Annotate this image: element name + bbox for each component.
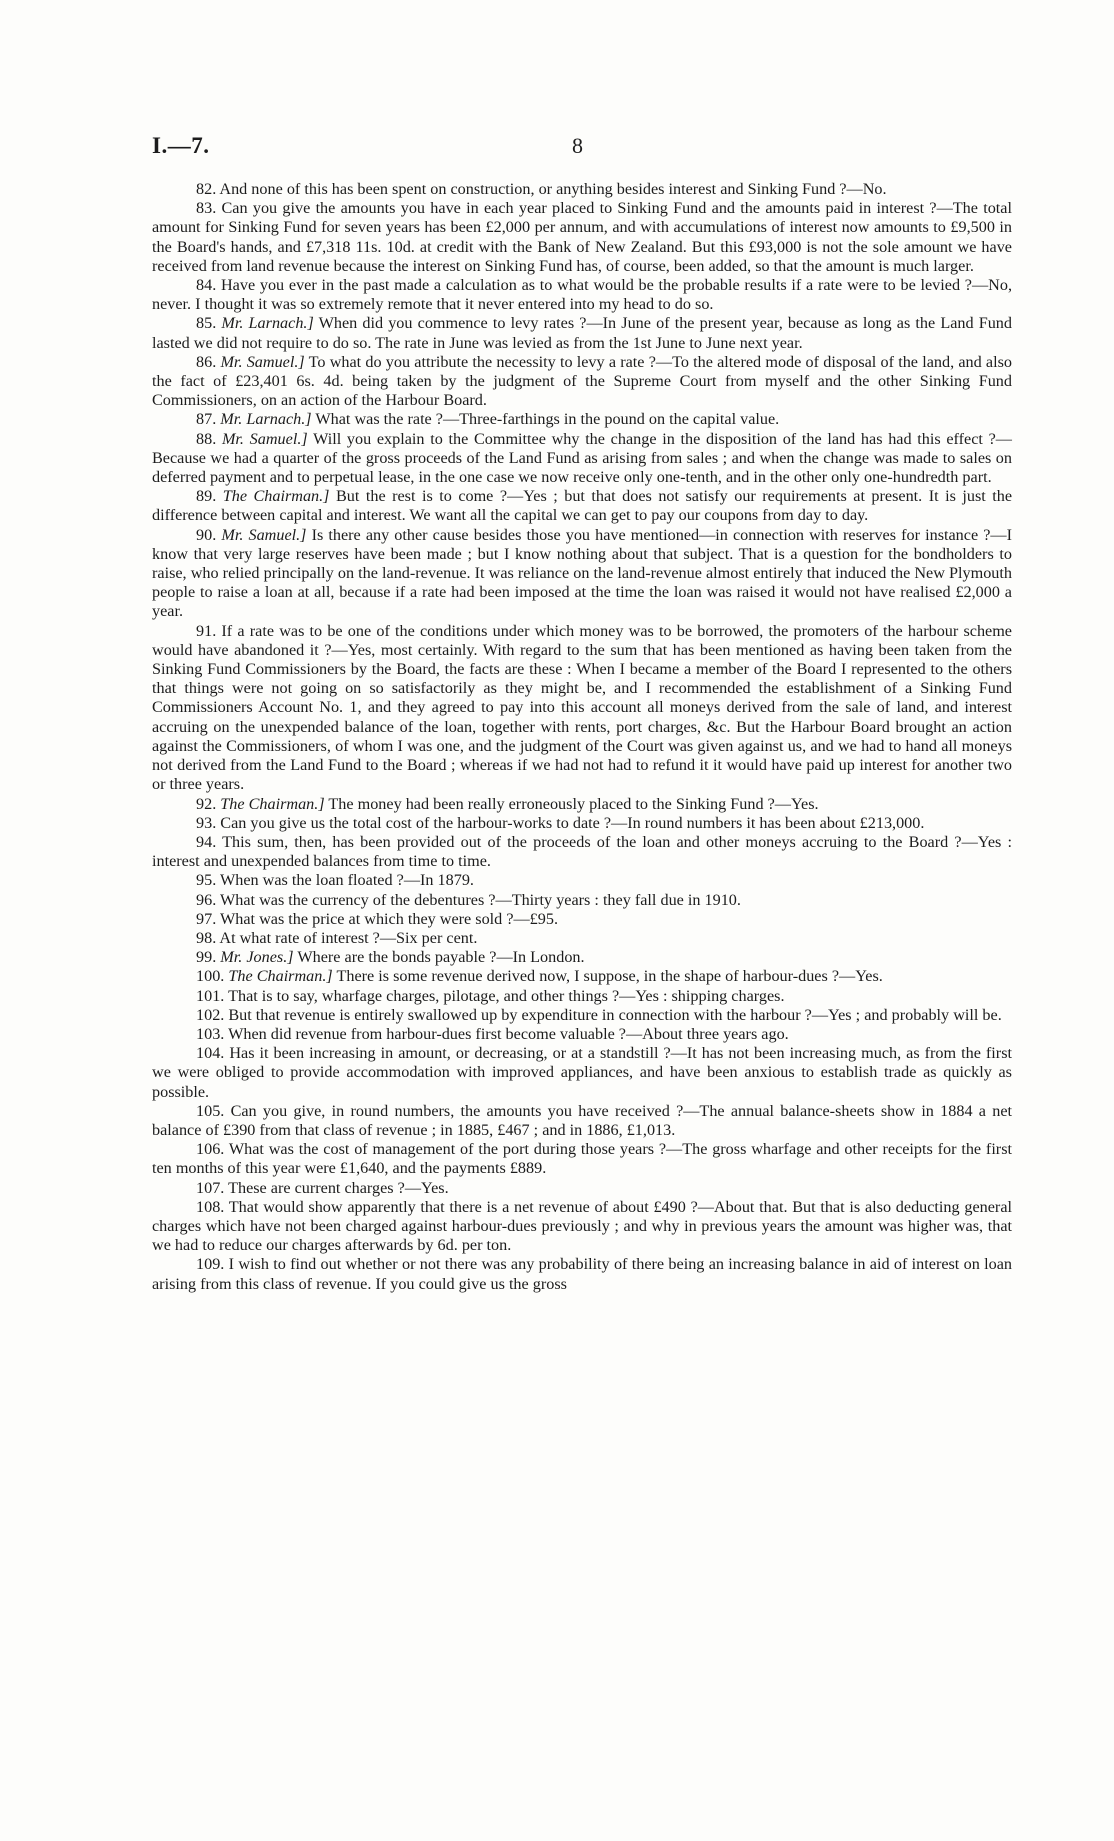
paragraph-text: Where are the bonds payable ?—In London.	[297, 948, 585, 967]
paragraph	[152, 1006, 1012, 1025]
paragraph	[152, 814, 1012, 833]
speaker-name: Mr. Larnach.]	[220, 410, 312, 429]
paragraph	[152, 199, 1012, 276]
speaker-name: Mr. Larnach.]	[221, 314, 314, 333]
question-number: 87.	[196, 410, 217, 429]
paragraph-text: 106. What was the cost of management of the port during those years ?—The gross wharfage and other receipts for the first ten months of this year were £1,640, and the payments £889.	[152, 1140, 1012, 1178]
paragraph-text: The money had been really erroneously placed to the Sinking Fund ?—Yes.	[328, 794, 819, 813]
paragraph	[152, 1255, 1012, 1293]
paragraph-text: 94. This sum, then, has been provided out of the proceeds of the loan and other moneys accruing to the Board ?—Yes : interest and unexpended balances from time to time.	[152, 832, 1012, 871]
paragraph	[152, 1044, 1012, 1102]
paragraph	[152, 833, 1012, 871]
question-number: 99.	[196, 948, 217, 967]
paragraph	[152, 795, 1012, 814]
paragraph	[152, 526, 1012, 622]
paragraph-text: 83. Can you give the amounts you have in each year placed to Sinking Fund and the amounts paid in interest ?—The total amount for Sinking Fund for seven years has been £2,000 per annum, and with accumulations of interest now amounts to £9,500 in the Board's hands, and £7,318 11s. 10d. at credit with the Bank of New Zealand. But this £93,000 is not the sole amount we have received from land revenue because the interest on Sinking Fund has, of course, been added, so that the amount is much larger.	[152, 199, 1012, 275]
question-number: 100.	[196, 967, 225, 986]
paragraph-text: Will you explain to the Committee why the change in the disposition of the land has had this effect ?—Because we had a quarter of the gross proceeds of the Land Fund as arising from sales ; and when the change was made to sales on deferred payment and to perpetual lease, in the one case we now receive only one-tenth, and in the other only one-hundredth part.	[152, 429, 1012, 487]
paragraph	[152, 967, 1012, 986]
paragraph	[152, 1140, 1012, 1178]
paragraph-text: What was the rate ?—Three-farthings in the pound on the capital value.	[315, 410, 780, 429]
paragraph	[152, 487, 1012, 525]
paragraph	[152, 987, 1012, 1006]
paragraph	[152, 410, 1012, 429]
paragraph-text: 82. And none of this has been spent on construction, or anything besides interest and Sinking Fund ?—No.	[196, 180, 887, 198]
document-reference: I.—7.	[152, 133, 210, 158]
paragraph	[152, 180, 1012, 199]
paragraph	[152, 353, 1012, 411]
paragraph-text: 105. Can you give, in round numbers, the amounts you have received ?—The annual balance-sheets show in 1884 a net balance of £390 from that class of revenue ; in 1885, £467 ; and in 1886, £1,013.	[152, 1101, 1012, 1139]
page-header	[152, 133, 1012, 163]
question-number: 85.	[196, 314, 217, 333]
paragraph-text: 95. When was the loan floated ?—In 1879.	[196, 871, 474, 890]
paragraph-text: 108. That would show apparently that there is a net revenue of about £490 ?—About that. But that is also deducting general charges which have not been charged against harbour-dues previously ; and why in previous years the amount was higher was, that we had to reduce our charges afterwards by 6d. per ton.	[152, 1197, 1012, 1255]
paragraph-text: 103. When did revenue from harbour-dues first become valuable ?—About three years ago.	[196, 1024, 789, 1043]
paragraph-text: 84. Have you ever in the past made a calculation as to what would be the probable results if a rate were to be levied ?—No, never. I thought it was so extremely remote that it never entered into my head to do so.	[152, 276, 1012, 314]
paragraph-text: 93. Can you give us the total cost of the harbour-works to date ?—In round numbers it has been about £213,000.	[196, 813, 925, 832]
question-number: 90.	[196, 525, 217, 544]
paragraph-text: There is some revenue derived now, I suppose, in the shape of harbour-dues ?—Yes.	[336, 967, 883, 986]
paragraph-text: 98. At what rate of interest ?—Six per cent.	[196, 928, 478, 947]
speaker-name: The Chairman.]	[222, 487, 330, 506]
speaker-name: The Chairman.]	[228, 967, 333, 986]
paragraph-text: 97. What was the price at which they were sold ?—£95.	[196, 909, 559, 928]
paragraph-text: When did you commence to levy rates ?—In June of the present year, because as long as the Land Fund lasted we did not require to do so. The rate in June was levied as from the 1st June to June next year.	[152, 314, 1012, 352]
question-number: 86.	[196, 352, 217, 371]
question-number: 89.	[196, 487, 217, 506]
paragraph	[152, 1025, 1012, 1044]
paragraph	[152, 1179, 1012, 1198]
paragraph-text: 101. That is to say, wharfage charges, pilotage, and other things ?—Yes : shipping charges.	[196, 986, 785, 1005]
paragraph	[152, 929, 1012, 948]
paragraph-text: 107. These are current charges ?—Yes.	[196, 1178, 449, 1197]
paragraph-text: To what do you attribute the necessity to levy a rate ?—To the altered mode of disposal of the land, and also the fact of £23,401 6s. 4d. being taken by the judgment of the Supreme Court from myself and the other Sinking Fund Commissioners, on an action of the Harbour Board.	[152, 352, 1012, 410]
paragraph	[152, 1198, 1012, 1256]
speaker-name: Mr. Samuel.]	[221, 525, 307, 544]
paragraph	[152, 891, 1012, 910]
page-number: 8	[572, 133, 583, 158]
paragraph	[152, 276, 1012, 314]
paragraph-text: 96. What was the currency of the debentures ?—Thirty years : they fall due in 1910.	[196, 890, 741, 909]
speaker-name: Mr. Samuel.]	[221, 429, 308, 448]
question-number: 92.	[196, 794, 217, 813]
paragraph-text: 109. I wish to find out whether or not there was any probability of there being an increasing balance in aid of interest on loan arising from this class of revenue. If you could give us the gross	[152, 1255, 1012, 1293]
question-number: 88.	[196, 429, 217, 448]
paragraph-text: Is there any other cause besides those you have mentioned—in connection with reserves for instance ?—I know that very large reserves have been made ; but I know nothing about that subject. That is a question for the bondholders to raise, who relied principally on the land-revenue. It was reliance on the land-revenue almost entirely that induced the New Plymouth people to raise a loan at all, because if a rate had been imposed at the time the loan was raised it would not have realised £2,000 a year.	[152, 525, 1013, 621]
paragraph-text: 102. But that revenue is entirely swallowed up by expenditure in connection with the harbour ?—Yes ; and probably will be.	[196, 1005, 1002, 1024]
paragraph	[152, 1102, 1012, 1140]
paragraph	[152, 871, 1012, 890]
paragraph	[152, 314, 1012, 352]
speaker-name: Mr. Samuel.]	[220, 352, 305, 371]
paragraph-text: 104. Has it been increasing in amount, or decreasing, or at a standstill ?—It has not been increasing much, as from the first we were obliged to provide accommodation with improved appliances, and have been anxious to establish trade as quickly as possible.	[152, 1044, 1012, 1101]
paragraph	[152, 430, 1012, 488]
paragraph	[152, 910, 1012, 929]
speaker-name: The Chairman.]	[220, 794, 325, 813]
paragraph-text: 91. If a rate was to be one of the conditions under which money was to be borrowed, the promoters of the harbour scheme would have abandoned it ?—Yes, most certainly. With regard to the sum that has been mentioned as having been taken from the Sinking Fund Commissioners by the Board, the facts are these : When I became a member of the Board I represented to the others that things were not going on so satisfactorily as they might be, and I recommended the establishment of a Sinking Fund Commissioners Account No. 1, and they agreed to pay into this account all moneys derived from the sale of land, and interest accruing on the unexpended balance of the loan, together with rents, port charges, &c. But the Harbour Board brought an action against the Commissioners, of whom I was one, and the judgment of the Court was given against us, and we had to hand all moneys not derived from the Land Fund to the Board ; whereas if we had not had to refund it it would have paid up interest for another two or three years.	[152, 621, 1012, 794]
document-body	[152, 180, 1012, 1294]
paragraph-text: But the rest is to come ?—Yes ; but that does not satisfy our requirements at present. It is just the difference between capital and interest. We want all the capital we can get to pay our coupons from day to day.	[152, 487, 1012, 525]
paragraph	[152, 622, 1012, 795]
speaker-name: Mr. Jones.]	[220, 948, 294, 967]
paragraph	[152, 948, 1012, 967]
